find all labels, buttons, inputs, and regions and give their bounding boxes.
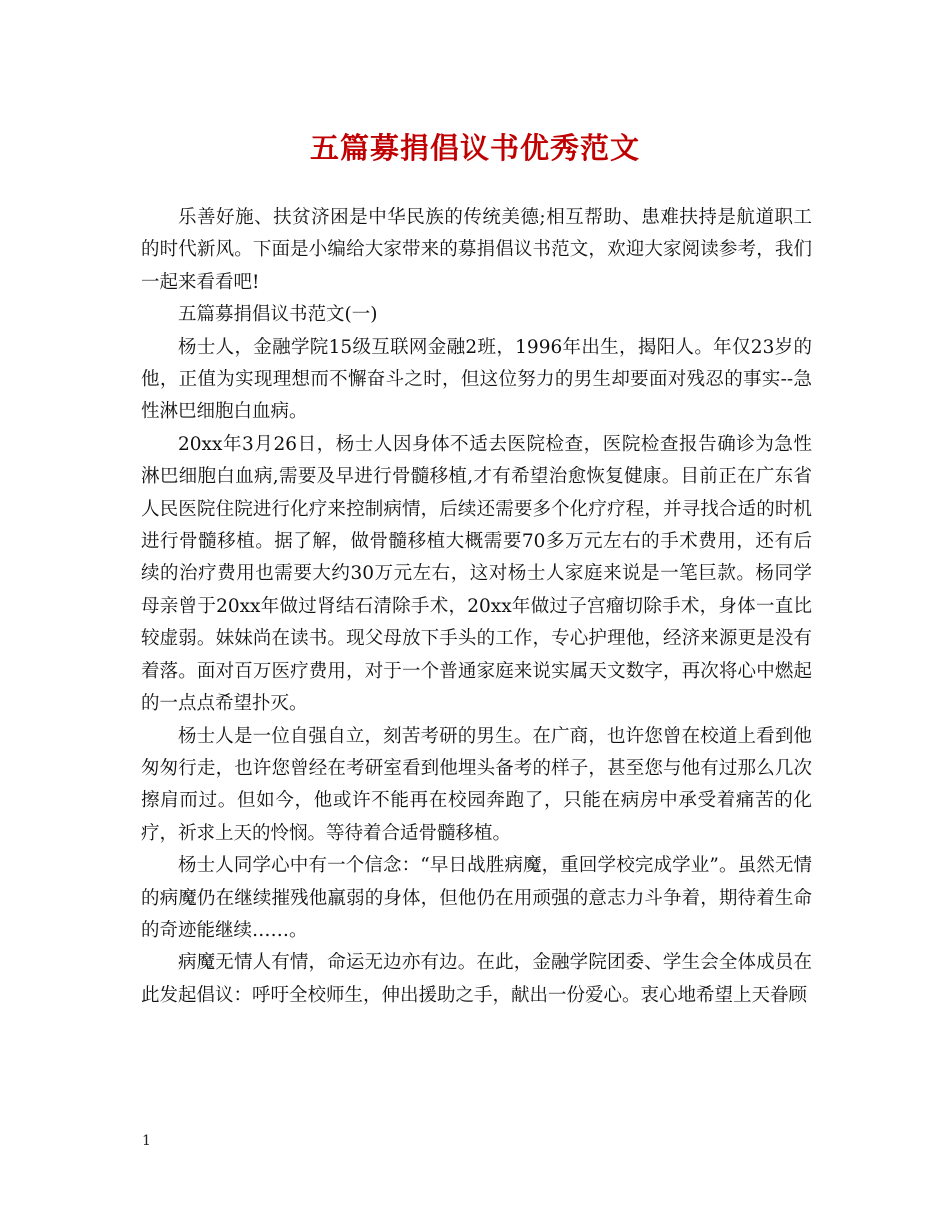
paragraph-appeal: 病魔无情人有情，命运无边亦有边。在此，金融学院团委、学生会全体成员在此发起倡议：呼吁全校师生，伸出援助之手，献出一份爱心。衷心地希望上天眷顾	[141, 952, 812, 1006]
paragraph-student-info: 杨士人，金融学院15级互联网金融2班，1996年出生，揭阳人。年仅23岁的他，正值为实现理想而不懈奋斗之时，但这位努力的男生却要面对残忍的事实--急性淋巴细胞白血病。	[141, 336, 812, 423]
document-title: 五篇募捐倡议书优秀范文	[309, 131, 640, 165]
paragraph-belief: 杨士人同学心中有一个信念：“早日战胜病魔，重回学校完成学业”。虽然无情的病魔仍在继续摧残他羸弱的身体，但他仍在用顽强的意志力斗争着，期待着生命的奇迹能继续……。	[141, 855, 812, 941]
document-body	[141, 202, 812, 1012]
paragraph-diagnosis: 20xx年3月26日，杨士人因身体不适去医院检查，医院检查报告确诊为急性淋巴细胞白血病,需要及早进行骨髓移植,才有希望治愈恢复健康。目前正在广东省人民医院住院进行化疗来控制病情，后续还需要多个化疗疗程，并寻找合适的时机进行骨髓移植。据了解，做骨髓移植大概需要70多万元左右的手术费用，还有后续的治疗费用也需要大约30万元左右，这对杨士人家庭来说是一笔巨款。杨同学母亲曾于20xx年做过肾结石清除手术，20xx年做过子宫瘤切除手术，身体一直比较虚弱。妹妹尚在读书。现父母放下手头的工作，专心护理他，经济来源更是没有着落。面对百万医疗费用，对于一个普通家庭来说实属天文数字，再次将心中燃起的一点点希望扑灭。	[141, 433, 812, 715]
page-number: 1	[142, 1133, 151, 1149]
paragraph-character: 杨士人是一位自强自立，刻苦考研的男生。在广商，也许您曾在校道上看到他匆匆行走，也许您曾经在考研室看到他埋头备考的样子，甚至您与他有过那么几次擦肩而过。但如今，他或许不能再在校园奔跑了，只能在病房中承受着痛苦的化疗，祈求上天的怜悯。等待着合适骨髓移植。	[141, 725, 812, 844]
paragraph-section-heading: 五篇募捐倡议书范文(一)	[178, 304, 378, 326]
paragraph-intro: 乐善好施、扶贫济困是中华民族的传统美德;相互帮助、患难扶持是航道职工的时代新风。下面是小编给大家带来的募捐倡议书范文，欢迎大家阅读参考，我们一起来看看吧!	[141, 207, 812, 293]
